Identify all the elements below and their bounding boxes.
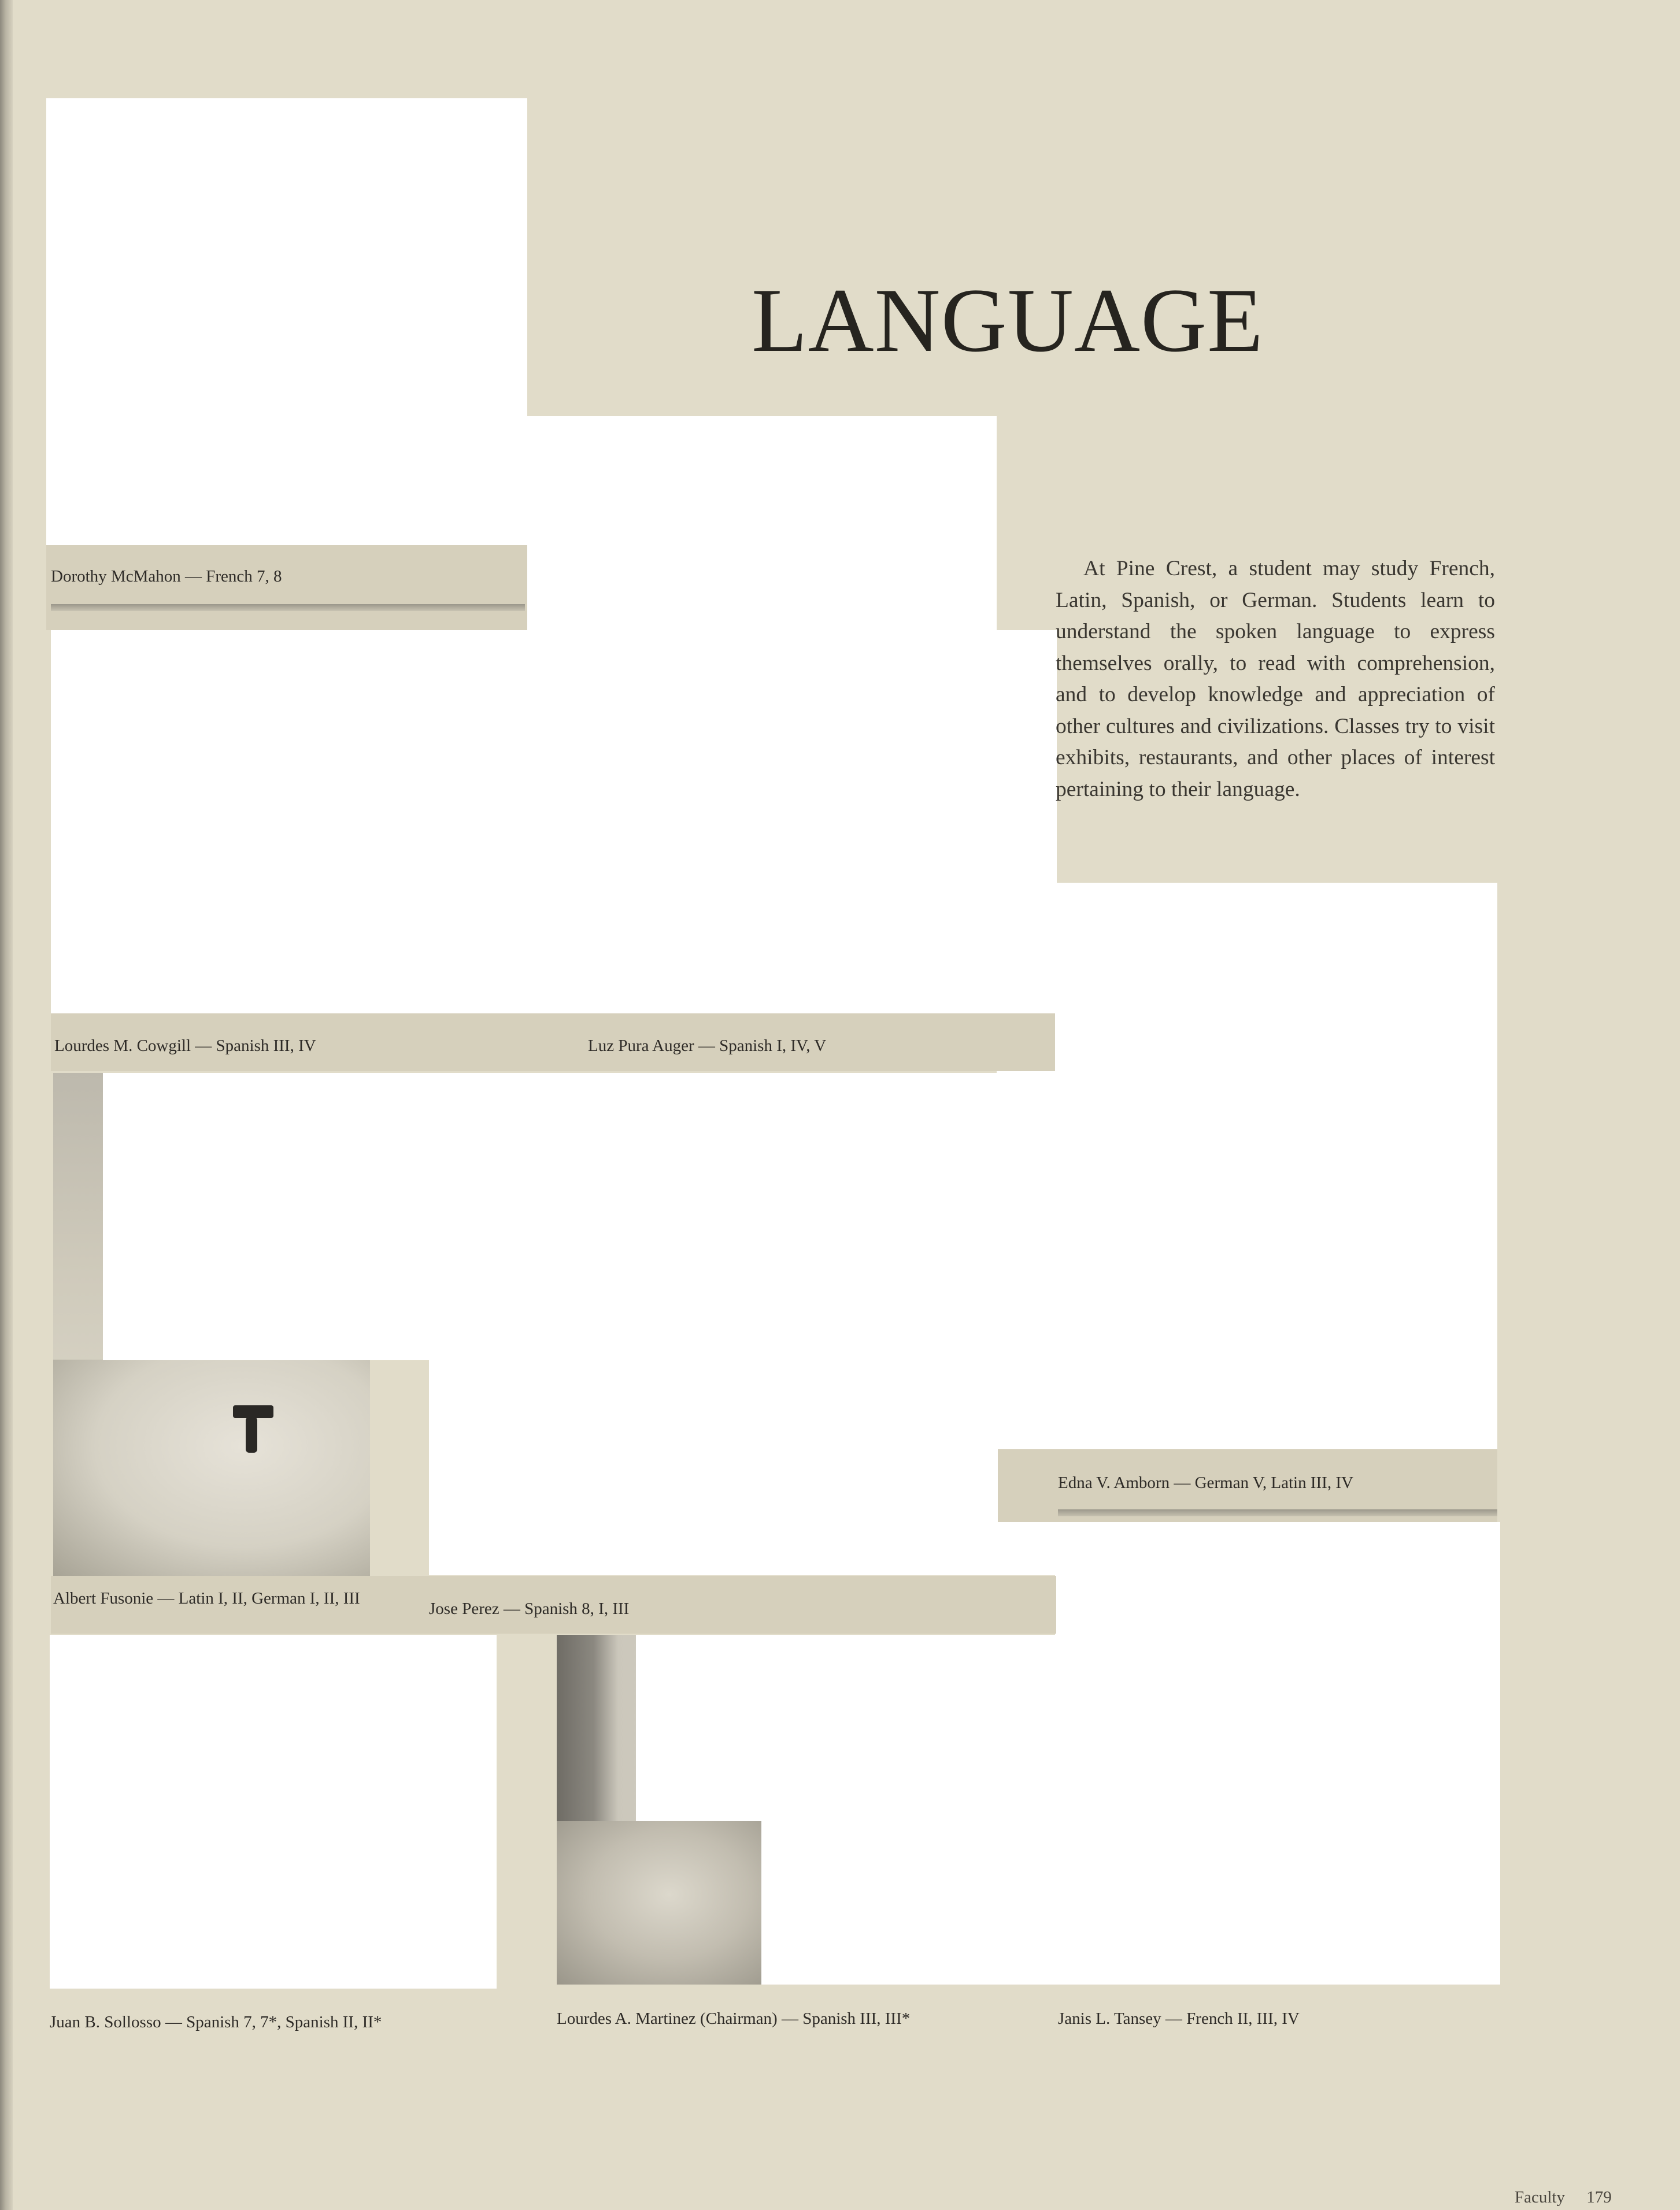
pen-icon bbox=[228, 1402, 280, 1457]
photo-perez bbox=[429, 1360, 1055, 1575]
photo-amborn bbox=[997, 883, 1497, 1449]
caption-cowgill: Lourdes M. Cowgill — Spanish III, IV bbox=[54, 1036, 316, 1055]
photo-mcmahon bbox=[46, 98, 527, 545]
caption-fusonie: Albert Fusonie — Latin I, II, German I, II, III bbox=[53, 1589, 360, 1608]
caption-perez: Jose Perez — Spanish 8, I, III bbox=[429, 1600, 630, 1618]
photo-edge-mcmahon bbox=[51, 604, 525, 611]
photo-martinez-dress bbox=[557, 1821, 761, 1985]
caption-martinez: Lourdes A. Martinez (Chairman) — Spanish III, III* bbox=[557, 2009, 911, 2028]
photo-edge-amborn bbox=[1058, 1509, 1497, 1516]
caption-amborn: Edna V. Amborn — German V, Latin III, IV bbox=[1058, 1474, 1353, 1492]
footer-section: Faculty bbox=[1515, 2188, 1565, 2207]
page-footer bbox=[1515, 2188, 1612, 2207]
footer-page-number: 179 bbox=[1586, 2188, 1612, 2207]
photo-tansey bbox=[1055, 1522, 1500, 1985]
caption-tansey: Janis L. Tansey — French II, III, IV bbox=[1058, 2009, 1300, 2028]
photo-fusonie-shirt bbox=[53, 1360, 370, 1576]
intro-paragraph: At Pine Crest, a student may study French, Latin, Spanish, or German. Students learn to understand the spoken language to express themselves orally, to read with comprehension, and to develop knowledge and appreciation of other cultures and civilizations. Classes try to visit exhibits, restaurants, and other places of interest pertaining to their language. bbox=[1056, 557, 1495, 801]
photo-martinez-white bbox=[636, 1635, 1055, 1821]
photo-sollosso bbox=[50, 1635, 497, 1989]
caption-sollosso: Juan B. Sollosso — Spanish 7, 7*, Spanish II, II* bbox=[50, 2013, 382, 2031]
photo-martinez-white-lower bbox=[761, 1821, 1055, 1985]
caption-mcmahon: Dorothy McMahon — French 7, 8 bbox=[51, 567, 282, 586]
photo-white-center bbox=[103, 1073, 1055, 1360]
caption-auger: Luz Pura Auger — Spanish I, IV, V bbox=[588, 1036, 827, 1055]
photo-auger bbox=[527, 416, 997, 1013]
page-binding-edge bbox=[0, 0, 13, 2210]
page-title: LANGUAGE bbox=[752, 270, 1264, 371]
